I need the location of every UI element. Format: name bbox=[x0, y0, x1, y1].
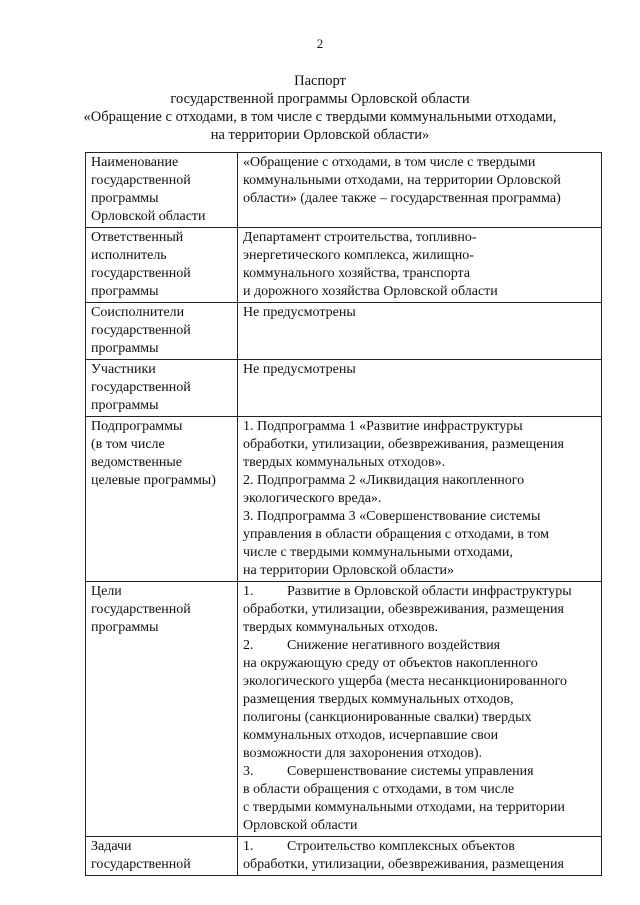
item-number: 3. bbox=[243, 764, 254, 779]
numbered-item-first-line bbox=[243, 583, 597, 601]
row-content-cell bbox=[238, 228, 602, 303]
header-subtitle: государственной программы Орловской области bbox=[170, 91, 470, 107]
row-content-line: числе с твердыми коммунальными отходами, bbox=[243, 545, 513, 560]
row-content-cell bbox=[238, 303, 602, 360]
item-text: Развитие в Орловской области инфраструктуры bbox=[287, 584, 572, 599]
row-label-line: Подпрограммы bbox=[91, 419, 183, 434]
numbered-item-line: в области обращения с отходами, в том числе bbox=[243, 782, 515, 797]
row-content-line: 1. Подпрограмма 1 «Развитие инфраструктуры bbox=[243, 419, 523, 434]
numbered-item-line: обработки, утилизации, обезвреживания, размещения bbox=[243, 857, 564, 872]
table-row bbox=[86, 837, 602, 876]
row-label-cell bbox=[86, 303, 238, 360]
row-label-line: исполнитель bbox=[91, 248, 167, 263]
row-content-line: и дорожного хозяйства Орловской области bbox=[243, 284, 498, 299]
item-text: Строительство комплексных объектов bbox=[287, 839, 515, 854]
row-label-line: программы bbox=[91, 284, 159, 299]
numbered-item-line: коммунальных отходов, исчерпавшие свои bbox=[243, 728, 499, 743]
numbered-item-line: полигоны (санкционированные свалки) твердых bbox=[243, 710, 532, 725]
numbered-item-line: Орловской области bbox=[243, 818, 358, 833]
row-label-line: государственной bbox=[91, 857, 191, 872]
row-label-cell bbox=[86, 153, 238, 228]
row-label-line: Соисполнители bbox=[91, 305, 185, 320]
table-row bbox=[86, 360, 602, 417]
item-number: 1. bbox=[243, 584, 254, 599]
row-content-line: Не предусмотрены bbox=[243, 362, 356, 377]
row-label-cell bbox=[86, 228, 238, 303]
header-program-name: «Обращение с отходами, в том числе с твердыми коммунальными отходами, bbox=[83, 109, 557, 125]
row-label-line: целевые программы) bbox=[91, 473, 216, 488]
row-label-line: Орловской области bbox=[91, 209, 206, 224]
numbered-item-line: на окружающую среду от объектов накопленного bbox=[243, 656, 538, 671]
numbered-item-line: обработки, утилизации, обезвреживания, размещения bbox=[243, 602, 564, 617]
row-content-line: 2. Подпрограмма 2 «Ликвидация накопленного bbox=[243, 473, 525, 488]
header-program-name-cont: на территории Орловской области» bbox=[210, 127, 430, 143]
row-content-line: на территории Орловской области» bbox=[243, 563, 454, 578]
row-label-line: (в том числе bbox=[91, 437, 165, 452]
item-number: 2. bbox=[243, 638, 254, 653]
numbered-item-line: с твердыми коммунальными отходами, на территории bbox=[243, 800, 565, 815]
row-label-line: государственной bbox=[91, 602, 191, 617]
row-label-cell bbox=[86, 837, 238, 876]
row-content-line: экологического вреда». bbox=[243, 491, 382, 506]
row-content-line: коммунального хозяйства, транспорта bbox=[243, 266, 471, 281]
row-label-line: Задачи bbox=[91, 839, 132, 854]
row-label-line: программы bbox=[91, 191, 159, 206]
numbered-item-line: экологического ущерба (места несанкционированного bbox=[243, 674, 568, 689]
table-row bbox=[86, 417, 602, 582]
numbered-item-line: возможности для захоронения отходов). bbox=[243, 746, 482, 761]
row-content-line: области» (далее также – государственная программа) bbox=[243, 191, 561, 206]
row-label-line: ведомственные bbox=[91, 455, 182, 470]
header-title: Паспорт bbox=[294, 73, 346, 89]
table-row bbox=[86, 303, 602, 360]
numbered-item-line: размещения твердых коммунальных отходов, bbox=[243, 692, 514, 707]
row-label-line: государственной bbox=[91, 380, 191, 395]
row-content-line: управления в области обращения с отходами, в том bbox=[243, 527, 549, 542]
numbered-item-first-line bbox=[243, 838, 597, 856]
row-content-line: 3. Подпрограмма 3 «Совершенствование системы bbox=[243, 509, 541, 524]
passport-table bbox=[85, 152, 602, 876]
row-label-line: Цели bbox=[91, 584, 122, 599]
row-content-line: Не предусмотрены bbox=[243, 305, 356, 320]
row-content-line: Департамент строительства, топливно- bbox=[243, 230, 477, 245]
row-label-line: Участники bbox=[91, 362, 156, 377]
row-content-line: коммунальными отходами, на территории Орловской bbox=[243, 173, 561, 188]
row-content-cell bbox=[238, 837, 602, 876]
item-text: Снижение негативного воздействия bbox=[287, 638, 501, 653]
numbered-item-first-line bbox=[243, 637, 597, 655]
table-row bbox=[86, 228, 602, 303]
row-label-line: Ответственный bbox=[91, 230, 184, 245]
row-content-cell bbox=[238, 582, 602, 837]
row-content-cell bbox=[238, 417, 602, 582]
table-row bbox=[86, 582, 602, 837]
row-content-line: «Обращение с отходами, в том числе с твердыми bbox=[243, 155, 536, 170]
row-label-line: Наименование bbox=[91, 155, 179, 170]
row-label-line: государственной bbox=[91, 173, 191, 188]
document-header bbox=[0, 72, 640, 144]
row-label-cell bbox=[86, 582, 238, 837]
numbered-item-first-line bbox=[243, 763, 597, 781]
row-label-line: программы bbox=[91, 620, 159, 635]
passport-table-body bbox=[86, 153, 602, 876]
page-number: 2 bbox=[316, 36, 324, 51]
row-content-cell bbox=[238, 153, 602, 228]
row-label-line: государственной bbox=[91, 323, 191, 338]
row-content-line: твердых коммунальных отходов». bbox=[243, 455, 446, 470]
row-label-line: программы bbox=[91, 398, 159, 413]
numbered-item-line: твердых коммунальных отходов. bbox=[243, 620, 439, 635]
item-number: 1. bbox=[243, 839, 254, 854]
row-label-cell bbox=[86, 360, 238, 417]
row-content-line: энергетического комплекса, жилищно- bbox=[243, 248, 474, 263]
row-label-line: государственной bbox=[91, 266, 191, 281]
row-content-line: обработки, утилизации, обезвреживания, размещения bbox=[243, 437, 564, 452]
row-label-cell bbox=[86, 417, 238, 582]
row-label-line: программы bbox=[91, 341, 159, 356]
table-row bbox=[86, 153, 602, 228]
row-content-cell bbox=[238, 360, 602, 417]
item-text: Совершенствование системы управления bbox=[287, 764, 534, 779]
